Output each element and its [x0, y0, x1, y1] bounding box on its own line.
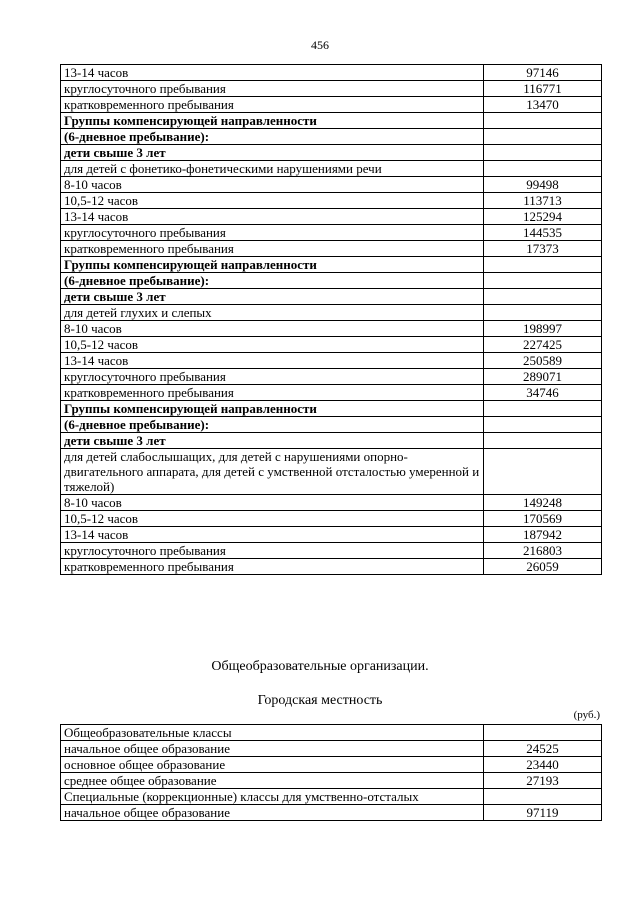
table-row: [61, 257, 602, 273]
table-row: [61, 369, 602, 385]
row-value: 24525: [484, 741, 602, 757]
row-value: 34746: [484, 385, 602, 401]
row-label: для детей с фонетико-фонетическими нарушениями речи: [61, 161, 484, 177]
currency-unit: (руб.): [573, 709, 600, 721]
table-row: [61, 401, 602, 417]
table-row: [61, 241, 602, 257]
row-value: [484, 161, 602, 177]
row-value: 27193: [484, 773, 602, 789]
row-value: 149248: [484, 495, 602, 511]
row-value: 23440: [484, 757, 602, 773]
row-value: 170569: [484, 511, 602, 527]
row-label: Специальные (коррекционные) классы для умственно-отсталых: [61, 789, 484, 805]
row-value: [484, 417, 602, 433]
row-label: 13-14 часов: [61, 65, 484, 81]
table-row: [61, 273, 602, 289]
cost-table: [60, 64, 602, 575]
row-label: основное общее образование: [61, 757, 484, 773]
row-label: круглосуточного пребывания: [61, 369, 484, 385]
row-value: 289071: [484, 369, 602, 385]
row-value: 144535: [484, 225, 602, 241]
row-value: 13470: [484, 97, 602, 113]
table-row: [61, 433, 602, 449]
table-row: [61, 773, 602, 789]
page-number: 456: [311, 38, 329, 52]
table-row: [61, 725, 602, 741]
row-label: (6-дневное пребывание):: [61, 129, 484, 145]
table-row: [61, 543, 602, 559]
row-value: 227425: [484, 337, 602, 353]
table-row: [61, 495, 602, 511]
row-label: 13-14 часов: [61, 527, 484, 543]
table-row: [61, 305, 602, 321]
table-row: [61, 337, 602, 353]
row-value: 113713: [484, 193, 602, 209]
row-label: 8-10 часов: [61, 177, 484, 193]
row-label: 8-10 часов: [61, 321, 484, 337]
row-label: для детей глухих и слепых: [61, 305, 484, 321]
row-value: [484, 401, 602, 417]
table-row: [61, 449, 602, 495]
table-row: [61, 417, 602, 433]
section-heading: Общеобразовательные организации.: [211, 659, 429, 674]
row-value: 26059: [484, 559, 602, 575]
row-label: кратковременного пребывания: [61, 97, 484, 113]
row-value: 198997: [484, 321, 602, 337]
row-value: 125294: [484, 209, 602, 225]
row-label: дети свыше 3 лет: [61, 145, 484, 161]
table-row: [61, 741, 602, 757]
table-row: [61, 97, 602, 113]
row-value: [484, 129, 602, 145]
table-row: [61, 113, 602, 129]
table-row: [61, 145, 602, 161]
table-row: [61, 559, 602, 575]
row-label: 10,5-12 часов: [61, 193, 484, 209]
table-row: [61, 161, 602, 177]
row-label: круглосуточного пребывания: [61, 225, 484, 241]
table-row: [61, 193, 602, 209]
row-value: 17373: [484, 241, 602, 257]
row-value: 97146: [484, 65, 602, 81]
row-value: [484, 289, 602, 305]
row-label: 10,5-12 часов: [61, 511, 484, 527]
table-row: [61, 527, 602, 543]
row-value: [484, 305, 602, 321]
subsection-heading: Городская местность: [257, 693, 383, 708]
table-row: [61, 385, 602, 401]
row-value: [484, 273, 602, 289]
row-value: 116771: [484, 81, 602, 97]
row-label: кратковременного пребывания: [61, 559, 484, 575]
row-label: Группы компенсирующей направленности: [61, 113, 484, 129]
table-row: [61, 789, 602, 805]
table-row: [61, 805, 602, 821]
row-value: 187942: [484, 527, 602, 543]
row-label: 10,5-12 часов: [61, 337, 484, 353]
table-row: [61, 757, 602, 773]
school-cost-table: [60, 724, 602, 821]
row-label: (6-дневное пребывание):: [61, 273, 484, 289]
row-label: круглосуточного пребывания: [61, 81, 484, 97]
row-value: [484, 789, 602, 805]
row-value: [484, 145, 602, 161]
table-row: [61, 353, 602, 369]
row-value: [484, 113, 602, 129]
row-value: 97119: [484, 805, 602, 821]
row-label: для детей слабослышащих, для детей с нарушениями опорно-двигательного аппарата, для детей с умственной отсталостью умеренной и тяжелой): [61, 449, 484, 495]
row-label: кратковременного пребывания: [61, 385, 484, 401]
table-row: [61, 177, 602, 193]
row-value: 216803: [484, 543, 602, 559]
table-row: [61, 321, 602, 337]
table-row: [61, 65, 602, 81]
row-value: [484, 725, 602, 741]
row-label: Группы компенсирующей направленности: [61, 257, 484, 273]
row-value: [484, 257, 602, 273]
row-label: среднее общее образование: [61, 773, 484, 789]
row-label: 8-10 часов: [61, 495, 484, 511]
table-row: [61, 289, 602, 305]
table-row: [61, 209, 602, 225]
row-label: начальное общее образование: [61, 805, 484, 821]
row-label: круглосуточного пребывания: [61, 543, 484, 559]
row-label: начальное общее образование: [61, 741, 484, 757]
table-row: [61, 511, 602, 527]
row-value: [484, 449, 602, 495]
table-row: [61, 129, 602, 145]
row-label: Общеобразовательные классы: [61, 725, 484, 741]
row-label: Группы компенсирующей направленности: [61, 401, 484, 417]
row-label: 13-14 часов: [61, 209, 484, 225]
table-row: [61, 81, 602, 97]
row-value: [484, 433, 602, 449]
row-label: кратковременного пребывания: [61, 241, 484, 257]
row-label: дети свыше 3 лет: [61, 289, 484, 305]
row-label: 13-14 часов: [61, 353, 484, 369]
row-label: дети свыше 3 лет: [61, 433, 484, 449]
table-row: [61, 225, 602, 241]
row-value: 99498: [484, 177, 602, 193]
row-value: 250589: [484, 353, 602, 369]
row-label: (6-дневное пребывание):: [61, 417, 484, 433]
